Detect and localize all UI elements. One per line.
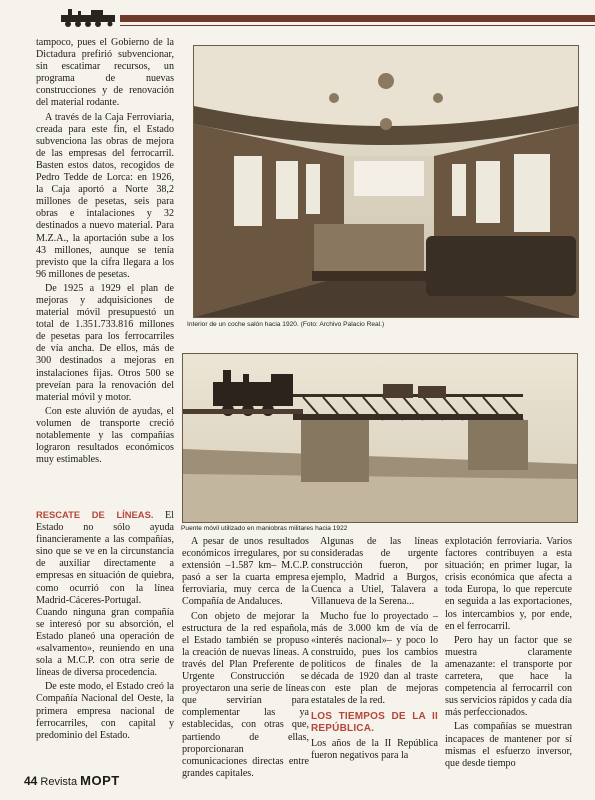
paragraph: Las compañías se muestran incapaces de mantener por sí mismas el esfuerzo inversor, que desde tiempo: [445, 721, 572, 769]
military-bridge-photo: [182, 353, 578, 523]
magazine-brand: MOPT: [80, 773, 120, 788]
section-lead: RESCATE DE LÍNEAS.: [36, 509, 154, 520]
paragraph: Algunas de las líneas consideradas de urgente construcción fueron, por ejemplo, Madrid a Burgos, Cuenca a Utiel, Talavera a Villanueva de la Serena...: [311, 536, 438, 608]
paragraph: Pero hay un factor que se muestra claramente amenazante: el transporte por carretera, que hace la competencia al ferrocarril con sus servicios rápidos y cada día más perfeccionados.: [445, 634, 572, 719]
photo-caption: Interior de un coche salón hacia 1920. (Foto: Archivo Palacio Real.): [187, 321, 385, 328]
column-2: [182, 536, 309, 782]
page-number: 44: [24, 774, 38, 788]
paragraph: Los años de la II República fueron negativos para la: [311, 737, 438, 761]
header-rule-thin: [120, 25, 595, 26]
section-text: El Estado no sólo ayuda financieramente a las compañías, sino que se ve en la circunstancia de auxiliar directamente a empresas en situación de quiebra, como ocurrió con la línea Madrid-Cáceres-Portugal. Cuando ninguna gran compañía se interesó por su absorción, el Estado planeó una operación de «salvamento», reuniendo en una sola a M.C.P. con otra serie de líneas de diversa procedencia.: [36, 510, 174, 679]
header-rule: [120, 15, 595, 22]
section-heading: LOS TIEMPOS DE LA II REPÚBLICA.: [311, 711, 438, 735]
column-3: [311, 536, 438, 764]
footer-label: Revista: [40, 776, 78, 788]
paragraph: Mucho fue lo proyectado –más de 3.000 km de vía de «interés nacional»– y poco lo construido, pues los cambios políticos de finales de la década de 1920 dan al traste con este plan de mejoras estatales de la red.: [311, 610, 438, 707]
column-4: [445, 536, 572, 772]
salon-car-photo: [193, 45, 579, 318]
paragraph: A través de la Caja Ferroviaria, creada para este fin, el Estado subvenciona las obras de mejora de las empresas del ferrocarril. Basten estos datos, recogidos de Pedro Tedde de Lorca: en 1926, la Caja aportó a Norte 38,2 millones de pesetas, seis para obras e intalaciones y 32 destinados a nuevo material. Para M.Z.A., la aportación sube a los 43 millones, aunque se tenía previsto que la cifra llegara a los 96 millones de pesetas.: [36, 111, 174, 280]
paragraph: explotación ferroviaria. Varios factores contribuyen a esta situación; en primer lugar, la crisis económica que afecta a toda Europa, lo que repercute en seguida a las exportaciones, los intercambios y, por ende, en el ferrocarril.: [445, 536, 572, 632]
paragraph: tampoco, pues el Gobierno de la Dictadura prefirió subvencionar, sin escatimar recursos, un programa de nuevas construcciones y de renovación del material rodante.: [36, 37, 174, 109]
paragraph: Con este aluvión de ayudas, el volumen de transporte creció notablemente y las compañías lograron resultados económicos muy estimables.: [36, 405, 174, 466]
column-1-lower: [36, 509, 174, 744]
page-footer: [24, 773, 120, 788]
locomotive-icon: [58, 6, 118, 28]
paragraph: De 1925 a 1929 el plan de mejoras y adquisiciones de material móvil presupuestó un total de 1.351.733.816 millones de pesetas para los ferrocarriles de vía ancha. De ellos, más de 300 destinados a mejoras en instalaciones fijas. Otros 500 se preveían para la renovación del material móvil y motor.: [36, 282, 174, 403]
paragraph: De este modo, el Estado creó la Compañía Nacional del Oeste, la primera empresa nacional de ferrocarriles, con capital y predominio del Estado.: [36, 681, 174, 741]
photo-caption: Puente móvil utilizado en maniobras militares hacia 1922: [181, 525, 348, 532]
paragraph: Con objeto de mejorar la estructura de la red española, el Estado también se propuso la creación de nuevas líneas. A través del Plan Preferente de Urgente Construcción se proyectaron una serie de líneas que servirían para complementar las ya establecidas, con otras que, partiendo de ellas, proporcionaran comunicaciones directas entre grandes capitales.: [182, 610, 309, 779]
rescate-paragraph: [36, 509, 174, 679]
paragraph: A pesar de unos resultados económicos irregulares, por su extensión –1.587 km– M.C.P. pasó a ser la cuarta empresa ferroviaria, muy cerca de la Compañía de Andaluces.: [182, 536, 309, 608]
column-1: [36, 37, 174, 468]
